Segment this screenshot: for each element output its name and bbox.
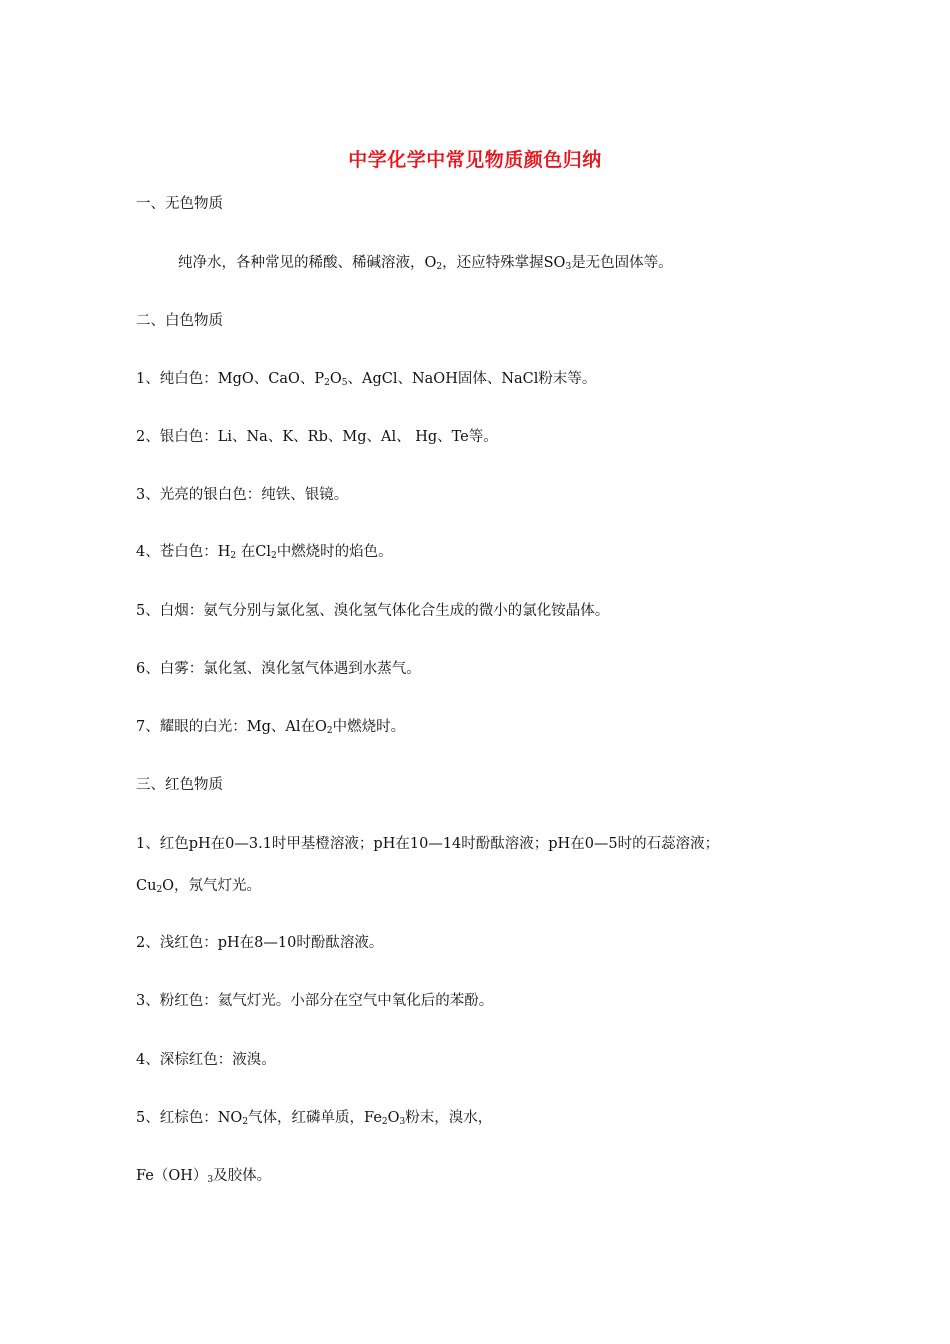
list-item: 4、深棕红色：液溴。 [136, 1052, 276, 1068]
list-item-continuation: $Cu_2O$，氖气灯光。 [136, 878, 262, 895]
list-item: 1、纯白色：MgO、CaO、$P_2O_5$、AgCl、NaOH固体、NaCl粉末等。 [136, 371, 597, 388]
section-heading-red: 三、红色物质 [136, 777, 223, 793]
list-item: 5、白烟：氨气分别与氯化氢、溴化氢气体化合生成的微小的氯化铵晶体。 [136, 603, 610, 619]
list-item: 3、光亮的银白色：纯铁、银镜。 [136, 487, 349, 503]
list-item: 5、红棕色：$NO_2$气体，红磷单质，$Fe_2O_3$粉末，溴水， [136, 1110, 493, 1127]
list-item: 2、银白色：Li、Na、K、Rb、Mg、Al、 Hg、Te等。 [136, 429, 498, 445]
list-item-continuation: $Fe(OH)_3$及胶体。 [136, 1168, 272, 1185]
list-item: 3、粉红色：氦气灯光。小部分在空气中氧化后的苯酚。 [136, 993, 494, 1009]
list-item: 6、白雾：氯化氢、溴化氢气体遇到水蒸气。 [136, 661, 421, 677]
list-item: 1、红色pH在0—3.1时甲基橙溶液；pH在10—14时酚酞溶液；pH在0—5时的石蕊溶液； [136, 836, 720, 852]
list-item: 4、苍白色：$H_2$ 在$Cl_2$中燃烧时的焰色。 [136, 544, 393, 561]
list-item: 7、耀眼的白光：Mg、Al在$O_2$中燃烧时。 [136, 719, 406, 736]
section-heading-colorless: 一、无色物质 [136, 196, 223, 212]
list-item: 2、浅红色：pH在8—10时酚酞溶液。 [136, 935, 384, 951]
page-title: 中学化学中常见物质颜色归纳 [348, 149, 602, 171]
section-heading-white: 二、白色物质 [136, 313, 223, 329]
paragraph-colorless: 纯净水，各种常见的稀酸、稀碱溶液，$O_2$，还应特殊掌握$SO_3$是无色固体等。 [178, 255, 673, 272]
